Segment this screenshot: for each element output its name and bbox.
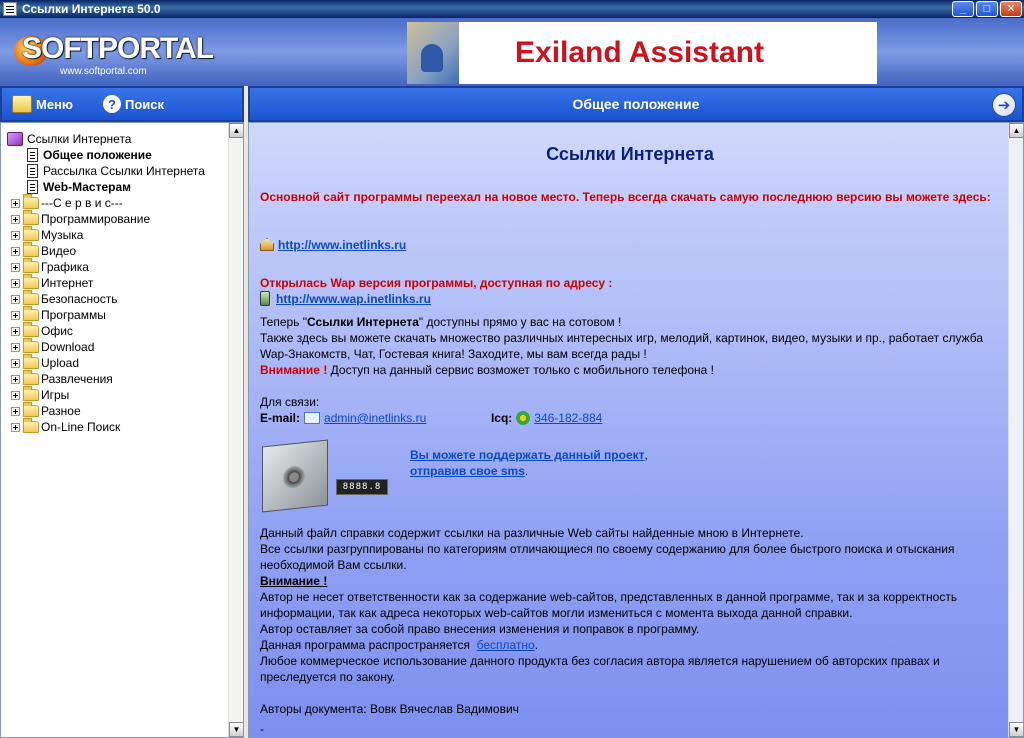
contact-label: Для связи: [260,395,320,409]
search-button[interactable]: ? Поиск [103,95,164,113]
moved-notice: Основной сайт программы переехал на новое место. Теперь всегда скачать самую последнюю версию вы можете здесь: [260,190,991,204]
tree-folder[interactable]: Upload [1,355,229,371]
page-icon [27,180,38,194]
tree-root[interactable]: Ссылки Интернета [1,131,229,147]
icq-icon [516,411,530,425]
expand-icon[interactable] [11,311,20,320]
tree-item-webmasters[interactable]: Web-Мастерам [1,179,229,195]
contents-tree [0,122,244,738]
authors: Авторы документа: Вовк Вячеслав Вадимович [260,702,519,716]
header-banner [0,18,1024,86]
mail-icon [304,412,320,424]
expand-icon[interactable] [11,295,20,304]
tree-folder[interactable]: Графика [1,259,229,275]
icq-link[interactable]: 346-182-884 [534,411,603,425]
folder-icon [23,357,39,369]
tree-item-general[interactable]: Общее положение [1,147,229,163]
softportal-logo: SOFTPORTAL www.softportal.com [14,32,204,82]
scroll-down-button[interactable]: ▼ [1009,722,1024,737]
wap-link[interactable]: http://www.wap.inetlinks.ru [276,292,431,306]
tree-scrollbar[interactable] [228,123,243,737]
folder-icon [23,325,39,337]
folder-icon [23,261,39,273]
maximize-button[interactable]: □ [976,1,998,17]
tree-folder[interactable]: Download [1,339,229,355]
folder-icon [23,421,39,433]
support-link[interactable]: Вы можете поддержать данный проект [410,448,645,462]
folder-icon [23,309,39,321]
ad-banner[interactable] [407,22,877,84]
app-icon [3,2,17,16]
site-link[interactable]: http://www.inetlinks.ru [278,238,407,252]
expand-icon[interactable] [11,391,20,400]
sms-safe-image[interactable]: 8888.8 [260,443,400,513]
sms-link[interactable]: отправив свое sms [410,464,525,478]
title-bar [0,0,1024,18]
about-text: Данный файл справки содержит ссылки на различные Web сайты найденные мною в Интернете. Все ссылки разгруппированы по категориям отличающиеся по своему содержанию для более быстрого поиска и отыскания необходимой Вам ссылки. Внимание ! Автор не несет ответственности как за содержание web-сайтов, представленных в данной программе, так и за корректность информации, так как адреса некоторых web-сайтов могли измениться с момента выхода данной справки. Автор оставляет за собой право внесения изменения и поправок в программу. Данная программа распространяется бесплатно. Любое коммерческое использование данного продукта без согласия автора является нарушением об авторских правах и преследуется по закону. [260,526,958,684]
folder-icon [23,245,39,257]
book-icon [7,132,23,146]
content-title: Общее положение [572,96,700,112]
wap-notice: Открылась Wap версия программы, доступная по адресу : [260,276,613,290]
email-link[interactable]: admin@inetlinks.ru [324,411,427,425]
expand-icon[interactable] [11,263,20,272]
folder-icon [23,373,39,385]
ad-text: Exiland Assistant [515,36,764,69]
tree-folder[interactable]: Программы [1,307,229,323]
tree-folder[interactable]: Офис [1,323,229,339]
trailing-dash: - [260,722,264,736]
folder-icon [23,341,39,353]
folder-icon [23,197,39,209]
free-link[interactable]: бесплатно [476,638,535,652]
phone-paragraph: Теперь "Ссылки Интернета" доступны прямо у вас на сотовом ! Также здесь вы можете скачать множество различных интересных игр, мелодий, картинок, видео, музыки и пр., работает служба Wap-Знакомств, Чат, Гостевая книга! Заходите, мы вам всегда рады ! Внимание ! Доступ на данный сервис возможет только с мобильного телефона ! [260,315,984,377]
expand-icon[interactable] [11,407,20,416]
expand-icon[interactable] [11,199,20,208]
expand-icon[interactable] [11,215,20,224]
folder-icon [23,229,39,241]
ad-image [407,22,459,84]
tree-item-newsletter[interactable]: Рассылка Ссылки Интернета [1,163,229,179]
page-icon [27,148,38,162]
content-scrollbar[interactable] [1008,123,1023,737]
tree-folder[interactable]: On-Line Поиск [1,419,229,435]
page-heading: Ссылки Интернета [546,144,714,164]
menu-button[interactable]: Меню [12,95,73,113]
page-icon [27,164,38,178]
window-title: Ссылки Интернета 50.0 [22,2,161,16]
tree-folder[interactable]: Видео [1,243,229,259]
folder-icon [23,405,39,417]
support-links: Вы можете поддержать данный проект, отправив свое sms. [410,448,648,478]
tree-folder[interactable]: Интернет [1,275,229,291]
scroll-up-button[interactable]: ▲ [1009,123,1024,138]
minimize-button[interactable]: _ [952,1,974,17]
folder-icon [23,277,39,289]
expand-icon[interactable] [11,231,20,240]
contact-row: E-mail: admin@inetlinks.ru Icq: 346-182-884 [260,411,603,425]
tree-folder[interactable]: Музыка [1,227,229,243]
expand-icon[interactable] [11,247,20,256]
nav-toolbar [0,86,244,122]
expand-icon[interactable] [11,343,20,352]
tree-folder[interactable]: Разное [1,403,229,419]
tree-folder[interactable]: Развлечения [1,371,229,387]
scroll-down-button[interactable]: ▼ [229,722,244,737]
tree-folder[interactable]: Безопасность [1,291,229,307]
folder-icon [23,213,39,225]
expand-icon[interactable] [11,375,20,384]
content-pane [248,122,1024,738]
expand-icon[interactable] [11,423,20,432]
help-icon: ? [103,95,121,113]
tree-folder[interactable]: ---С е р в и с--- [1,195,229,211]
expand-icon[interactable] [11,327,20,336]
close-button[interactable]: ✕ [1000,1,1022,17]
home-icon [260,238,274,251]
folder-icon [23,389,39,401]
menu-icon [12,95,32,113]
folder-icon [23,293,39,305]
scroll-up-button[interactable]: ▲ [229,123,244,138]
expand-icon[interactable] [11,359,20,368]
tree-folder[interactable]: Игры [1,387,229,403]
next-arrow-icon[interactable]: ➔ [992,93,1016,117]
content-title-bar [248,86,1024,122]
tree-folder[interactable]: Программирование [1,211,229,227]
expand-icon[interactable] [11,279,20,288]
phone-icon [260,291,270,306]
